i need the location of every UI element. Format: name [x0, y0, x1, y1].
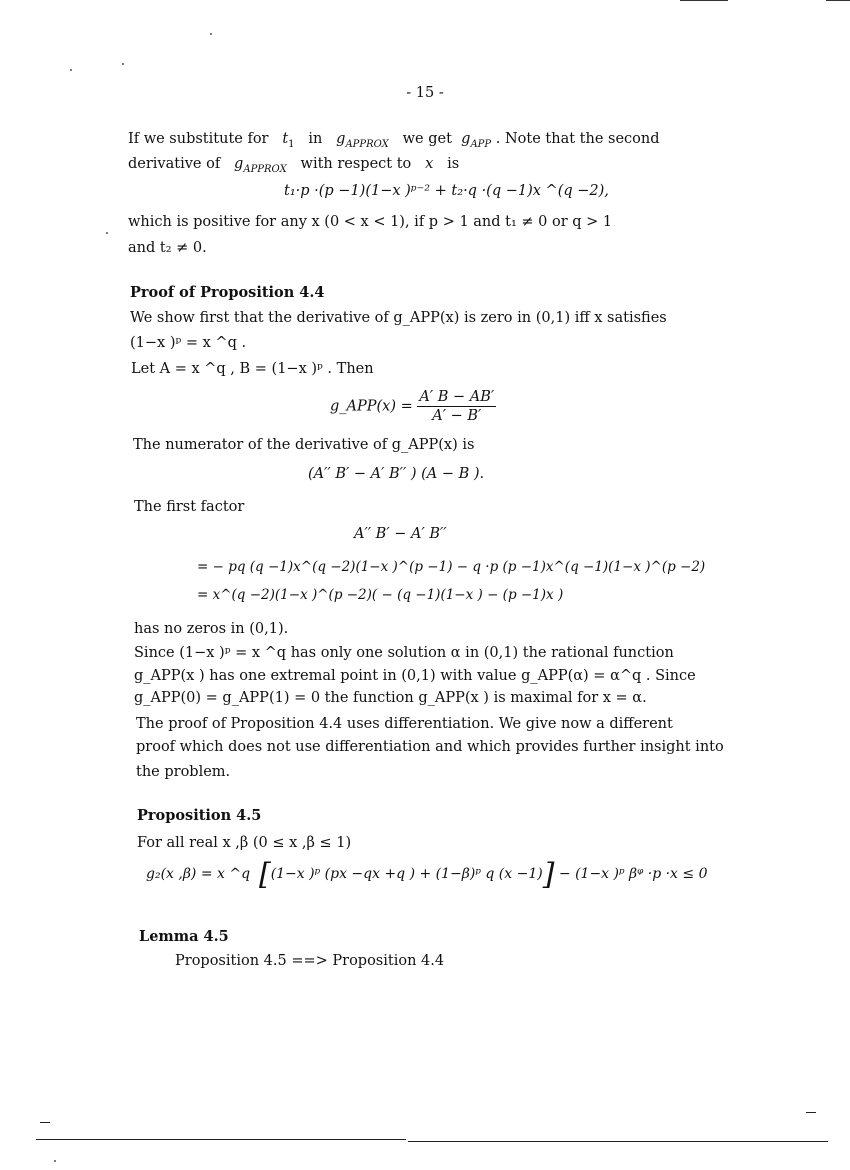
- subscript: APP: [470, 138, 492, 150]
- footer-rule: [36, 1139, 406, 1140]
- right-bracket: ]: [542, 857, 555, 892]
- text-fragment: we get: [402, 131, 452, 147]
- fraction-denominator: A′ − B′: [432, 408, 482, 424]
- scan-mark: [826, 0, 850, 1]
- proposition-heading: Proposition 4.5: [137, 807, 262, 824]
- subscript: APPROX: [243, 163, 287, 175]
- text-fragment: derivative of: [128, 156, 221, 172]
- scan-dot: [54, 1160, 56, 1162]
- text-line: [128, 129, 660, 155]
- subscript: APPROX: [345, 138, 389, 150]
- lemma-heading: Lemma 4.5: [139, 928, 229, 945]
- footer-mark-right: [806, 1112, 816, 1113]
- scan-mark: [680, 0, 728, 1]
- text-line: proof which does not use differentiation and which provides further insight into: [136, 739, 724, 755]
- formula-second-derivative: t₁·p ·(p −1)(1−x )ᵖ⁻² + t₂·q ·(q −1)x ^(q −2),: [284, 183, 609, 199]
- text-fragment: in: [308, 131, 323, 147]
- text-line: g_APP(x ) has one extremal point in (0,1) with value g_APP(α) = α^q . Since: [134, 668, 696, 684]
- equation-inner: (1−x )ᵖ (px −qx +q ) + (1−β)ᵖ q (x −1): [270, 866, 543, 882]
- var-g: g: [234, 156, 244, 172]
- equation-lhs: g₂(x ,β) = x ^q: [146, 866, 251, 882]
- equation-factored: = x^(q −2)(1−x )^(p −2)( − (q −1)(1−x ) − (p −1)x ): [197, 587, 564, 603]
- text-line: For all real x ,β (0 ≤ x ,β ≤ 1): [137, 835, 352, 851]
- text-line: The first factor: [134, 499, 245, 515]
- text-line: which is positive for any x (0 < x < 1), if p > 1 and t₁ ≠ 0 or q > 1: [128, 214, 613, 230]
- scan-dot: [122, 63, 124, 65]
- equation-expanded: = − pq (q −1)x^(q −2)(1−x )^(p −1) − q ·p (p −1)x^(q −1)(1−x )^(p −2): [197, 559, 706, 575]
- scan-dot: [70, 69, 72, 71]
- text-line: and t₂ ≠ 0.: [128, 240, 207, 256]
- text-line: g_APP(0) = g_APP(1) = 0 the function g_APP(x ) is maximal for x = α.: [134, 690, 647, 706]
- var-t: t: [282, 131, 289, 147]
- footer-mark-left: [40, 1122, 50, 1123]
- var-x: x: [425, 156, 434, 172]
- text-line: has no zeros in (0,1).: [134, 621, 289, 637]
- left-bracket: [: [258, 857, 271, 892]
- footer-rule: [408, 1141, 828, 1142]
- fraction: [417, 388, 496, 425]
- text-fragment: If we substitute for: [128, 131, 269, 147]
- page-number: - 15 -: [406, 85, 444, 101]
- proof-heading: Proof of Proposition 4.4: [130, 284, 325, 301]
- equation-g2: [146, 857, 708, 892]
- text-line: [128, 154, 459, 180]
- text-line: Proposition 4.5 ==> Proposition 4.4: [175, 953, 445, 969]
- text-line: The numerator of the derivative of g_APP(x) is: [133, 437, 475, 453]
- fraction-numerator: A′ B − AB′: [419, 389, 495, 405]
- equation-numerator: (A′′ B′ − A′ B′′ ) (A − B ).: [308, 466, 485, 482]
- scan-dot: [106, 232, 108, 234]
- var-g: g: [461, 131, 471, 147]
- equation-lhs: g_APP(x) =: [330, 398, 413, 415]
- scan-dot: [210, 33, 212, 35]
- subscript: 1: [288, 138, 295, 150]
- text-line: We show first that the derivative of g_APP(x) is zero in (0,1) iff x satisfies: [130, 310, 667, 326]
- text-fragment: is: [447, 156, 460, 172]
- equation-g-app: [330, 388, 496, 425]
- text-line: The proof of Proposition 4.4 uses differentiation. We give now a different: [136, 716, 673, 732]
- equation-rhs: − (1−x )ᵖ βᵠ ·p ·x ≤ 0: [558, 866, 708, 882]
- text-line: the problem.: [136, 764, 231, 780]
- text-fragment: with respect to: [300, 156, 412, 172]
- equation-first-factor: A′′ B′ − A′ B′′: [354, 526, 447, 542]
- text-line: Since (1−x )ᵖ = x ^q has only one solution α in (0,1) the rational function: [134, 645, 674, 661]
- text-line: Let A = x ^q , B = (1−x )ᵖ . Then: [131, 361, 374, 377]
- text-line: (1−x )ᵖ = x ^q .: [130, 335, 247, 351]
- var-g: g: [336, 131, 346, 147]
- text-fragment: . Note that the second: [495, 131, 660, 147]
